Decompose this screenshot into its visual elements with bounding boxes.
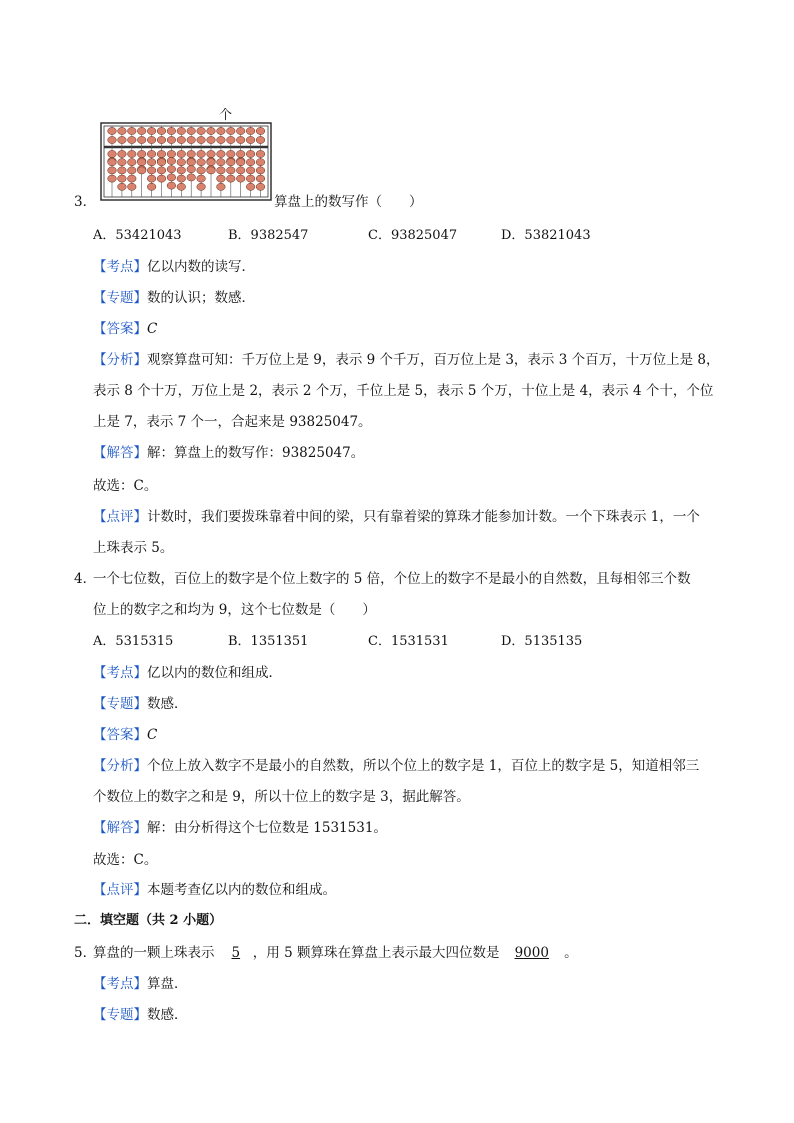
abacus-lower-bead <box>128 183 137 190</box>
abacus-upper-bead <box>108 127 117 134</box>
abacus-lower-bead <box>157 167 166 174</box>
abacus-upper-bead <box>256 127 265 134</box>
jieda-text: 解：由分析得这个七位数是 1531531。 <box>147 820 387 836</box>
q4-fenxi-line-2: 个数位上的数字之和是 9，所以十位上的数字是 3，据此解答。 <box>93 789 470 805</box>
abacus-lower-bead <box>147 167 156 174</box>
q3-guxuan: 故选：C。 <box>93 478 158 494</box>
abacus-upper-bead <box>137 136 146 143</box>
q3-dianping-line-2: 上珠表示 5。 <box>93 540 174 556</box>
abacus-upper-bead <box>207 136 216 143</box>
abacus-upper-bead <box>177 136 186 143</box>
abacus-upper-bead <box>177 127 186 134</box>
dianping-tag: 【点评】 <box>93 509 147 525</box>
abacus-lower-bead <box>137 167 146 174</box>
q3-number: 3． <box>74 194 97 210</box>
abacus-lower-bead <box>147 183 156 190</box>
daan-tag: 【答案】 <box>93 727 147 743</box>
abacus-lower-bead <box>217 159 226 166</box>
abacus-lower-bead <box>197 150 206 157</box>
q4-fenxi-line-1 <box>93 757 699 775</box>
q4-option-a[interactable]: A．5315315 <box>93 634 174 649</box>
q4-stem-line-1: 一个七位数，百位上的数字是个位上数字的 5 倍，个位上的数字不是最小的自然数，且每相邻三个数 <box>93 571 691 587</box>
q3-jieda <box>93 444 364 462</box>
q3-option-c[interactable]: C．93825047 <box>368 228 458 243</box>
abacus-lower-bead <box>227 175 236 182</box>
abacus-lower-bead <box>207 167 216 174</box>
abacus-lower-bead <box>118 183 127 190</box>
abacus-lower-bead <box>217 167 226 174</box>
abacus-upper-bead <box>236 136 245 143</box>
q3-dianping-line-1 <box>93 508 700 526</box>
zhuanti-tag: 【专题】 <box>93 290 147 306</box>
q5-number: 5． <box>74 945 97 961</box>
abacus-lower-bead <box>217 183 226 190</box>
abacus-lower-bead <box>137 159 146 166</box>
zhuanti-tag: 【专题】 <box>93 696 147 712</box>
q4-dianping <box>93 881 336 899</box>
abacus-upper-bead <box>108 136 117 143</box>
abacus-lower-bead <box>246 159 255 166</box>
abacus-lower-bead <box>137 150 146 157</box>
dianping-text: 计数时，我们要拨珠靠着中间的梁，只有靠着梁的算珠才能参加计数。一个下珠表示 1，一个 <box>147 509 700 525</box>
abacus-lower-bead <box>118 159 127 166</box>
fenxi-text: 观察算盘可知：千万位上是 9，表示 9 个千万，百万位上是 3，表示 3 个百万，十万位上是 8， <box>147 352 720 368</box>
daan-text: C <box>147 727 158 743</box>
q4-option-d[interactable]: D．5135135 <box>501 634 583 649</box>
abacus-lower-bead <box>197 175 206 182</box>
abacus-lower-bead <box>236 159 245 166</box>
section-title: 二．填空题（共 2 小题） <box>74 913 223 928</box>
q5-zhuanti <box>93 1006 188 1024</box>
abacus-upper-bead <box>187 127 196 134</box>
abacus-lower-bead <box>227 159 236 166</box>
jieda-tag: 【解答】 <box>93 820 147 836</box>
q3-fenxi-line-1 <box>93 351 719 369</box>
abacus-upper-bead <box>118 136 127 143</box>
q4-stem-line-2: 位上的数字之和均为 9，这个七位数是（ ） <box>93 602 376 618</box>
abacus-figure <box>100 120 272 202</box>
q5-part1: 算盘的一颗上珠表示 <box>93 945 215 961</box>
abacus-upper-bead <box>217 136 226 143</box>
q4-zhuanti <box>93 695 188 713</box>
abacus-lower-bead <box>167 150 176 157</box>
kaodian-tag: 【考点】 <box>93 976 147 992</box>
dianping-text: 本题考查亿以内的数位和组成。 <box>147 882 336 898</box>
q5-part2: ，用 5 颗算珠在算盘上表示最大四位数是 <box>252 945 500 961</box>
abacus-lower-bead <box>197 159 206 166</box>
abacus-lower-bead <box>147 175 156 182</box>
abacus-upper-bead <box>227 136 236 143</box>
abacus-upper-bead <box>167 127 176 134</box>
abacus-upper-bead <box>118 127 127 134</box>
abacus-lower-bead <box>217 175 226 182</box>
kaodian-text: 亿以内数的读写． <box>147 259 255 275</box>
abacus-lower-bead <box>246 175 255 182</box>
abacus-lower-bead <box>118 150 127 157</box>
abacus-lower-bead <box>118 175 127 182</box>
abacus-upper-bead <box>147 136 156 143</box>
daan-text: C <box>147 321 158 337</box>
abacus-upper-bead <box>197 136 206 143</box>
abacus-lower-bead <box>128 159 137 166</box>
q3-fenxi-line-3: 上是 7，表示 7 个一，合起来是 93825047。 <box>93 414 372 430</box>
q4-kaodian <box>93 664 282 682</box>
abacus-upper-bead <box>217 127 226 134</box>
abacus-lower-bead <box>128 167 137 174</box>
abacus-upper-bead <box>187 136 196 143</box>
abacus-lower-bead <box>246 150 255 157</box>
abacus-upper-bead <box>157 136 166 143</box>
abacus-lower-bead <box>157 159 166 166</box>
q4-number: 4． <box>74 571 97 587</box>
abacus-upper-bead <box>147 127 156 134</box>
abacus-lower-bead <box>177 159 186 166</box>
abacus-lower-bead <box>256 150 265 157</box>
abacus-lower-bead <box>217 150 226 157</box>
abacus-lower-bead <box>147 159 156 166</box>
kaodian-text: 亿以内的数位和组成． <box>147 665 282 681</box>
abacus-upper-bead <box>227 127 236 134</box>
kaodian-tag: 【考点】 <box>93 665 147 681</box>
zhuanti-text: 数的认识；数感． <box>147 290 255 306</box>
abacus-lower-bead <box>187 166 196 173</box>
abacus-lower-bead <box>108 175 117 182</box>
abacus-lower-bead <box>236 175 245 182</box>
q3-kaodian <box>93 258 255 276</box>
abacus-lower-bead <box>187 174 196 181</box>
q5-blank-1: 5 <box>231 945 241 961</box>
abacus-lower-bead <box>197 183 206 190</box>
abacus-lower-bead <box>256 167 265 174</box>
dianping-tag: 【点评】 <box>93 882 147 898</box>
q3-option-b[interactable]: B．9382547 <box>228 228 309 243</box>
q3-stem: 算盘上的数写作（ ） <box>274 194 423 210</box>
abacus-lower-bead <box>157 150 166 157</box>
q4-guxuan: 故选：C。 <box>93 852 158 868</box>
abacus-lower-bead <box>197 167 206 174</box>
abacus-lower-bead <box>177 150 186 157</box>
abacus-arrow: 个 <box>219 108 233 123</box>
abacus-lower-bead <box>246 183 255 190</box>
abacus-lower-bead <box>256 159 265 166</box>
abacus-upper-bead <box>246 127 255 134</box>
abacus-lower-bead <box>256 175 265 182</box>
abacus-lower-bead <box>246 167 255 174</box>
abacus-upper-bead <box>207 127 216 134</box>
zhuanti-tag: 【专题】 <box>93 1007 147 1023</box>
q5-blank-2: 9000 <box>514 945 549 961</box>
abacus-lower-bead <box>256 183 265 190</box>
q3-fenxi-line-2: 表示 8 个十万，万位上是 2，表示 2 个万，千位上是 5，表示 5 个万，十位上是 4，表示 4 个十，个位 <box>93 383 714 399</box>
abacus-lower-bead <box>167 166 176 173</box>
q3-daan <box>93 320 157 338</box>
daan-tag: 【答案】 <box>93 321 147 337</box>
abacus-lower-bead <box>207 150 216 157</box>
jieda-tag: 【解答】 <box>93 445 147 461</box>
abacus-upper-bead <box>256 136 265 143</box>
abacus-upper-bead <box>157 127 166 134</box>
q3-zhuanti <box>93 289 255 307</box>
abacus-lower-bead <box>118 167 127 174</box>
abacus-lower-bead <box>177 183 186 190</box>
zhuanti-text: 数感． <box>147 696 188 712</box>
jieda-text: 解：算盘上的数写作：93825047。 <box>147 445 365 461</box>
abacus-upper-bead <box>246 136 255 143</box>
abacus-upper-bead <box>137 127 146 134</box>
abacus-lower-bead <box>236 167 245 174</box>
abacus-lower-bead <box>177 175 186 182</box>
q4-option-c[interactable]: C．1531531 <box>368 634 449 649</box>
abacus-lower-bead <box>167 157 176 164</box>
abacus-lower-bead <box>236 150 245 157</box>
abacus-lower-bead <box>187 150 196 157</box>
q3-option-d[interactable]: D．53821043 <box>501 228 591 243</box>
fenxi-tag: 【分析】 <box>93 758 147 774</box>
abacus-lower-bead <box>147 150 156 157</box>
abacus-lower-bead <box>128 150 137 157</box>
q4-daan <box>93 726 157 744</box>
fenxi-tag: 【分析】 <box>93 352 147 368</box>
abacus-upper-bead <box>236 127 245 134</box>
fenxi-text: 个位上放入数字不是最小的自然数，所以个位上的数字是 1，百位上的数字是 5，知道相邻三 <box>147 758 700 774</box>
abacus-lower-bead <box>167 182 176 189</box>
q5-kaodian <box>93 975 188 993</box>
abacus-lower-bead <box>177 167 186 174</box>
q4-option-b[interactable]: B．1351351 <box>228 634 309 649</box>
q3-option-a[interactable]: A．53421043 <box>93 228 182 243</box>
abacus-lower-bead <box>157 175 166 182</box>
q5-part3: 。 <box>564 945 578 961</box>
q4-jieda <box>93 819 387 837</box>
q5-stem <box>93 944 578 962</box>
kaodian-tag: 【考点】 <box>93 259 147 275</box>
abacus-lower-bead <box>108 150 117 157</box>
abacus-upper-bead <box>197 127 206 134</box>
abacus-lower-bead <box>227 150 236 157</box>
abacus-upper-bead <box>128 127 137 134</box>
zhuanti-text: 数感． <box>147 1007 188 1023</box>
abacus-lower-bead <box>207 159 216 166</box>
abacus-lower-bead <box>108 159 117 166</box>
abacus-lower-bead <box>167 174 176 181</box>
abacus-lower-bead <box>128 175 137 182</box>
abacus-lower-bead <box>108 167 117 174</box>
kaodian-text: 算盘． <box>147 976 188 992</box>
abacus-upper-bead <box>128 136 137 143</box>
abacus-lower-bead <box>187 159 196 166</box>
abacus-upper-bead <box>167 136 176 143</box>
abacus-lower-bead <box>227 167 236 174</box>
